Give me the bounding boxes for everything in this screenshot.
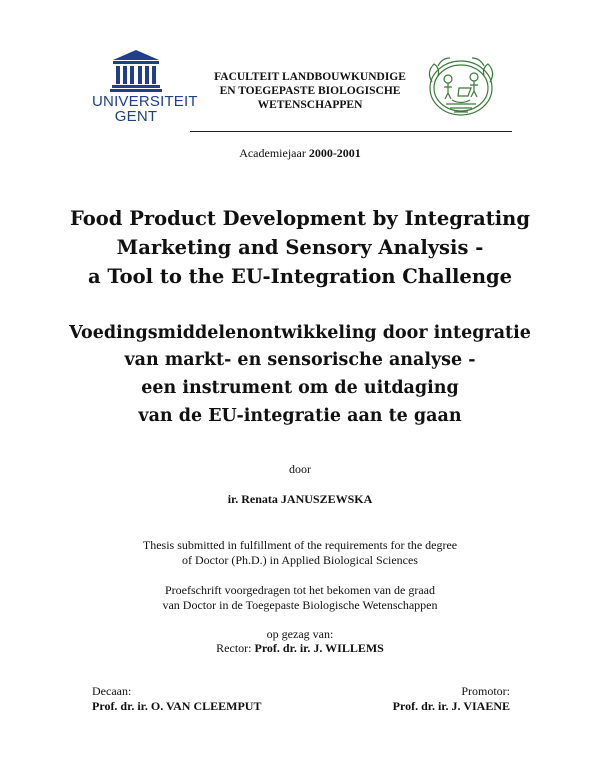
faculty-line: WETENSCHAPPEN (257, 99, 363, 111)
title-nl-line: van de EU-integratie aan te gaan (138, 406, 462, 426)
promotor-name: Prof. dr. ir. J. VIAENE (392, 699, 510, 713)
thesis-en-line: of Doctor (Ph.D.) in Applied Biological Sciences (182, 553, 418, 567)
rector-line (0, 641, 600, 656)
thesis-nl-line: Proefschrift voorgedragen tot het bekomen van de graad (164, 583, 436, 597)
thesis-en-line: Thesis submitted in fulfillment of the requirements for the degree (142, 538, 458, 552)
university-logo (92, 48, 198, 128)
academic-year-value: 2000-2001 (308, 146, 361, 160)
seal-icon (424, 52, 498, 122)
by-label: door (289, 462, 311, 476)
header-divider (190, 131, 512, 132)
title-nl-line: van markt- en sensorische analyse - (124, 350, 476, 370)
faculty-line: FACULTEIT LANDBOUWKUNDIGE (214, 71, 406, 83)
author-name: ir. Renata JANUSZEWSKA (227, 492, 373, 506)
academic-year (0, 146, 600, 161)
title-nl-line: een instrument om de uitdaging (141, 378, 459, 398)
logo-text-line1: UNIVERSITEIT (92, 93, 198, 110)
title-en-line: a Tool to the EU-Integration Challenge (87, 265, 513, 288)
temple-icon (109, 48, 163, 94)
rector-name: Prof. dr. ir. J. WILLEMS (254, 641, 384, 655)
faculty-seal (424, 52, 498, 122)
logo-text-line2: GENT (114, 108, 158, 125)
academic-year-label: Academiejaar (239, 146, 306, 160)
dean-name: Prof. dr. ir. O. VAN CLEEMPUT (92, 699, 262, 713)
dean-label: Decaan: (92, 684, 132, 698)
rector-label: Rector: (216, 641, 252, 655)
thesis-nl-line: van Doctor in de Toegepaste Biologische Wetenschappen (162, 598, 438, 612)
faculty-name (190, 70, 430, 112)
promotor-label: Promotor: (461, 684, 510, 698)
title-nl-line: Voedingsmiddelenontwikkeling door integratie (69, 323, 531, 343)
faculty-line: EN TOEGEPASTE BIOLOGISCHE (219, 85, 401, 97)
title-en-line: Marketing and Sensory Analysis - (116, 236, 484, 259)
title-en-line: Food Product Development by Integrating (70, 207, 530, 230)
authority-label: op gezag van: (266, 627, 334, 641)
